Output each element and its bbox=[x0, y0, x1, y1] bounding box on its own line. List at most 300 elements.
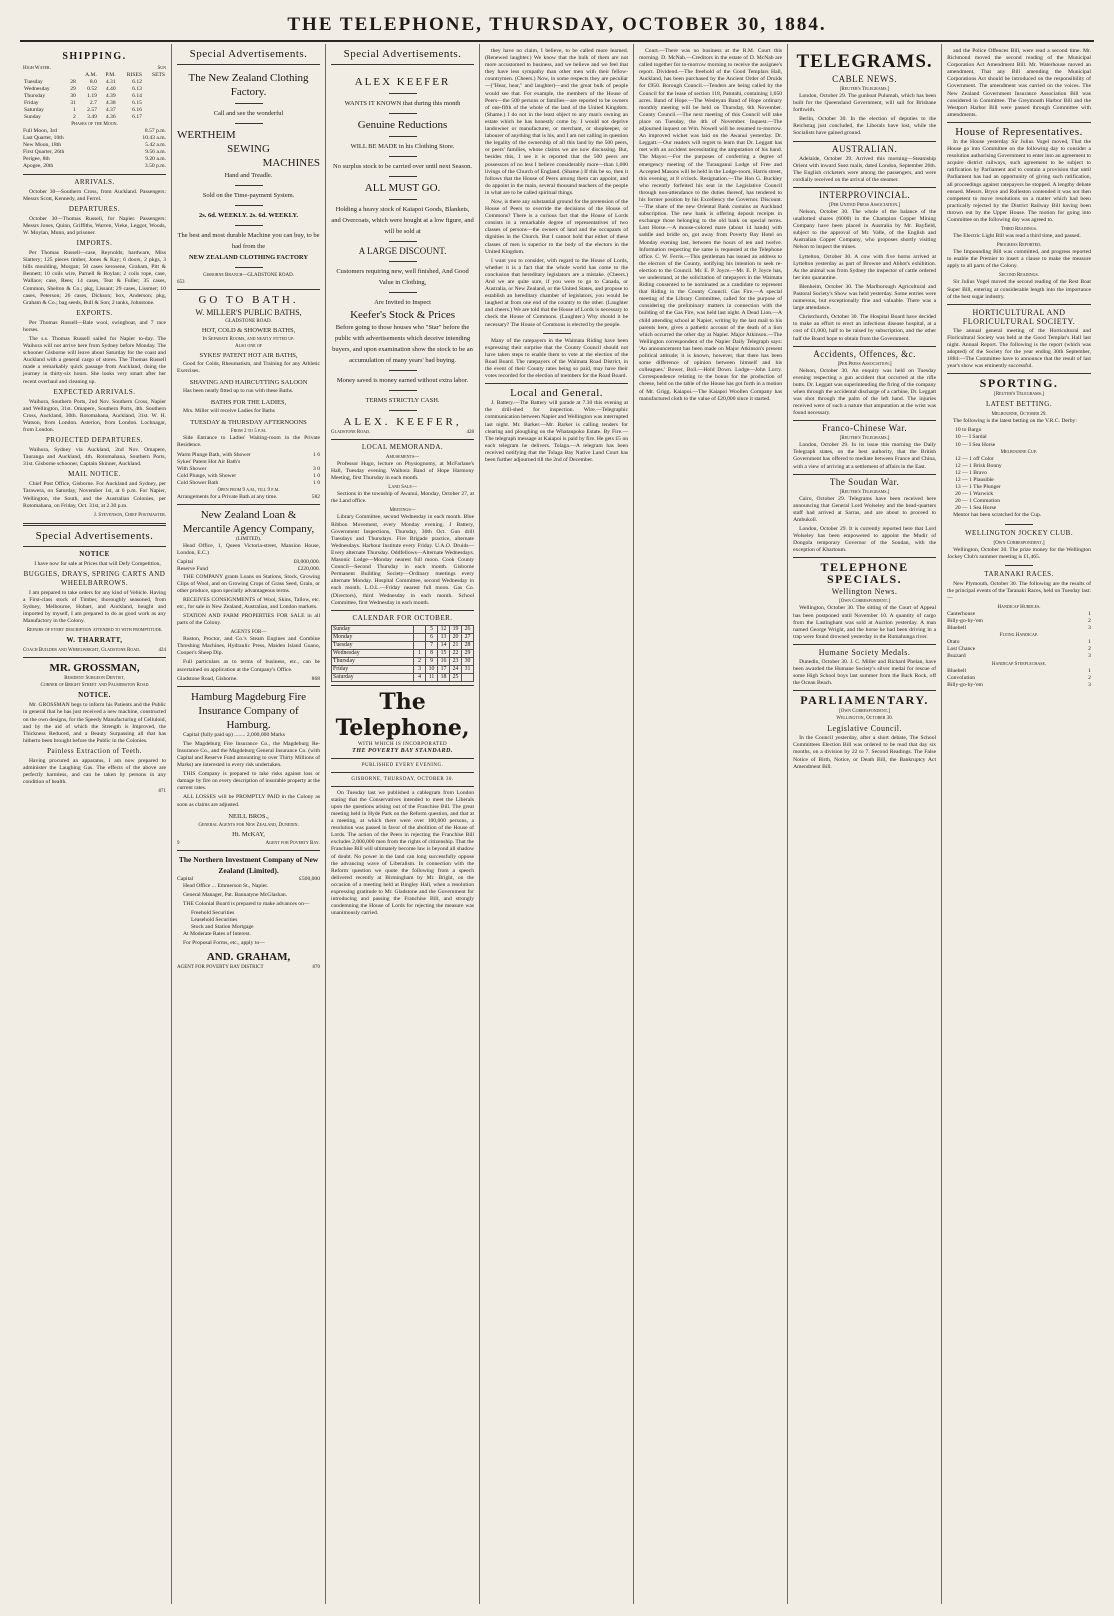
call-see-text: Call and see the wonderful bbox=[213, 110, 284, 117]
wertheim-line-2: SEWING bbox=[227, 143, 270, 155]
calendar-date: 26 bbox=[462, 625, 474, 633]
calendar-date: 20 bbox=[450, 633, 462, 641]
best-text: The best and most durable Machine you can buy, to be had from the bbox=[177, 232, 320, 250]
tide-cell: 30 bbox=[70, 93, 76, 99]
full-address: Gladstone Road, Gisborne. bbox=[177, 675, 238, 682]
ladies-text: Mrs. Miller will receive Ladies for Baths bbox=[183, 408, 275, 415]
moon-phase-label: Full Moon, 3rd bbox=[23, 128, 58, 134]
branch-number: 653 bbox=[177, 280, 185, 285]
tide-row bbox=[23, 79, 166, 86]
cable-2: Berlin, October 30. In the election of deputies to the Reichstag just concluded, the Liberals have lost, while the Socialists have gained ground. bbox=[793, 116, 937, 137]
progress-text: The Impounding Bill was committed, and progress reported to enable the Premier to insert a clause to make the measure apply to all parts of the Colony. bbox=[947, 249, 1091, 270]
special-ads-heading: Special Advertisements. bbox=[35, 529, 154, 542]
legislative-heading: Legislative Council. bbox=[827, 724, 903, 734]
mail-heading: MAIL NOTICE. bbox=[68, 470, 121, 479]
nzloan-limited: (LIMITED). bbox=[235, 537, 262, 543]
invited-text: Are Invited to Inspect bbox=[374, 299, 431, 306]
open-hours: Open from 9 a.m., till 9 p.m. bbox=[217, 488, 280, 494]
go-to-bath-title: GO TO BATH. bbox=[198, 294, 299, 306]
also-text: Also one of bbox=[235, 344, 263, 349]
tide-cell: 2.57 bbox=[87, 107, 97, 113]
calendar-day: Saturday bbox=[332, 673, 414, 681]
mckay-number: 9 bbox=[177, 840, 180, 846]
shaving-title: SHAVING AND HAIRCUTTING SALOON bbox=[189, 379, 308, 387]
hamburg-text-3: ALL LOSSES will be PROMPTLY PAID in the Colony as soon as claims are adjusted. bbox=[177, 794, 321, 808]
race-result-row bbox=[947, 646, 1091, 653]
sold-on-text: Sold on the Time-payment System. bbox=[202, 192, 295, 199]
meetings-text: Library Committee, second Wednesday in each month. Blue Ribbon Movement, every Monday evening. J Battery, Government Inspections, Thursday, 30th Oct. Gun drill Tuesdays and Thursdays. Fire Brigade practice, alternate Wednesdays. Harbour Institute every Friday. U.A.O. Druids—Every alternate Thursday. Oddfellows—Alternate Wednesdays. Masonic Lodge—Monday nearest full moon. Cook County Council—Second Thursday in each month. Gisborne Permanent Building Society—Ordinary meetings every alternate Monday. Hospital Committee, second Wednesday in each month. L.O.L.—Friday nearest full moon. Gas Co. (Directors), third Wednesday in each month. School Committee, first Wednesday in each month. bbox=[331, 514, 475, 606]
soudan-1: Cairo, October 29. Telegrams have been received here announcing that General Lord Wolseley and the head-quarters staff had arrived at Sarras, and are about to proceed to Ambukoll. bbox=[793, 495, 937, 523]
race-place: 3 bbox=[1088, 625, 1091, 632]
mckay-name: Ht. McKAY, bbox=[232, 830, 265, 838]
tide-cell: 8.0 bbox=[89, 79, 97, 85]
latest-betting-heading: LATEST BETTING. bbox=[985, 400, 1053, 409]
hand-treadle-text: Hand and Treadle. bbox=[224, 172, 273, 179]
calendar-row bbox=[332, 649, 474, 657]
franco-1: London, October 29. In its issue this morning the Daily Telegraph states, on the best authority, that the British Government has offered to mediate between France and China, with a view of arriving at a settlement of affairs in the East. bbox=[793, 442, 937, 470]
calendar-date: 14 bbox=[438, 641, 450, 649]
tharratt-footer bbox=[23, 647, 166, 654]
calendar-day: Friday bbox=[332, 665, 414, 673]
calendar-row bbox=[332, 665, 474, 673]
parliamentary-1: In the Council yesterday, after a short debate, The School Committees Election Bill was ordered to be read that day six months, on a division by 22 to 7. Second Readings. The False Notice of Birth, Notice, or Death Bill, the Bankruptcy Act Amendment Bill. bbox=[793, 735, 937, 770]
cup-heading: Melbourne Cup. bbox=[1000, 449, 1038, 455]
calendar-date: 1 bbox=[414, 649, 426, 657]
tide-row bbox=[23, 86, 166, 93]
bath-price-value: 1 6 bbox=[313, 451, 321, 458]
bright-speech-1: they have no claim, I believe, to be called more learned. (Renewed laughter.) We know that the bulk of them are not more accustomed to business, and we believe and we feel that they have less sympathy than other men with their fellow-countrymen. (Cheers.) Now, in some respects they are peculiar—("Hear, hear," and laughter)—and the great bulk of people would see that. For example, the members of the House of Peers—the 500 persons or families—are reported to be owners of one-fifth of the whole of the land of the United Kingdom. (Shame.) I do not in the least object to any man's owning an estate which he has honestly come by. I would not deprive landowner or manufacturer, or merchant, or shopkeeper, or labourer of anything that is his, and I am not calling in question the legality of the ownership of all this land by the 500 peers, or peers' families, whose claims we are now discussing. But, besides this, I see it is reported that the 500 peers are possessors of no less I believe considerably more—than 1,000 livings of the Church of England. (Shame.) If this be so, then it follows that the House of Peers among them can appoint, and do appoint in the main, several thousand teachers of the people in what are to be called spiritual things. bbox=[485, 48, 629, 196]
side-text: Side Entrance to Ladies' Waiting-room in the Private Residence. bbox=[177, 435, 321, 449]
calendar-date: 28 bbox=[462, 641, 474, 649]
keefer-signature: ALEX. KEEFER, bbox=[343, 416, 462, 428]
interprovincial-2: Lyttelton, October 30. A cow with five horns arrived at Lyttelton yesterday as part of Browne and Abbot's exhibition. As the animal was from Sydney the inspector of cattle ordered her into quarantine. bbox=[793, 253, 937, 281]
race-result-row bbox=[947, 675, 1091, 682]
projected-text: Waihora, Sydney via Auckland, 2nd Nov. Omapere, Tauranga and Auckland, 4th. Rotomahana, Southern Ports, 31st. Gisborne schooner, Captain Skinner, Auckland. bbox=[23, 447, 167, 468]
tide-col-label: P.M. bbox=[105, 72, 116, 78]
cup-odds: 12 — 1 Bravo bbox=[955, 469, 987, 476]
graham-footer bbox=[177, 964, 320, 971]
sykes-text: Good for Colds, Rheumatism, and Training for any Athletic Exercises. bbox=[177, 361, 321, 375]
tide-cell: Friday bbox=[24, 100, 39, 106]
moon-phase-time: 9.56 a.m. bbox=[145, 149, 167, 156]
race-result-row bbox=[947, 618, 1091, 625]
departures-heading: DEPARTURES. bbox=[68, 204, 121, 213]
tharratt-number: 424 bbox=[158, 648, 167, 654]
tide-cell: 6.16 bbox=[132, 107, 142, 113]
race-horse: Canterhouse bbox=[947, 610, 976, 617]
second-heading: Second Readings. bbox=[999, 273, 1039, 279]
calendar-date: 5 bbox=[426, 625, 438, 633]
hamburg-text-2: THIS Company is prepared to take risks against loss or damage by fire on every description of insurable property at the current rates. bbox=[177, 771, 321, 792]
calendar-date: 27 bbox=[462, 633, 474, 641]
local-general-text: J. Battery.—The Battery will parade at 7.30 this evening at the drill-shed for inspection. Wire.—Telegraphic communication between Napier and Wellington was interrupted last night. Mr. Barker.—Mr. Barker is calling tenders for clearing and ploughing on the Whataupoko Estate. By Fire.—The telegraph message at Kaiapoi is paid by fire. He gets £5 on each telegram he delivers. Tolaga.—A telegram has been received notifying that the Tolaga Bay Native Land Court has been further adjourned till the 2nd of December. bbox=[485, 400, 629, 463]
cable-heading: CABLE NEWS. bbox=[832, 74, 898, 84]
made-text: WILL BE MADE in his Clothing Store. bbox=[350, 143, 455, 150]
agents-heading: AGENTS FOR— bbox=[230, 630, 267, 636]
tide-col-blank bbox=[65, 72, 77, 79]
keefer-footer bbox=[331, 429, 474, 436]
hamburg-title: Hamburg Magdeburg Fire Insurance Company of Hamburg. bbox=[190, 690, 307, 731]
bath-price-list bbox=[177, 452, 320, 487]
jockey-heading: WELLINGTON JOCKEY CLUB. bbox=[964, 528, 1074, 537]
editorial-text: On Tuesday last we published a cablegram from London stating that the Conservatives intended to meet the Liberals upon the questions arising out of the Franchise Bill. The great meeting held in Hyde Park on the Reform question, and that at a meeting, at which there were over 100,000 persons, a resolution was passed in favor of the abolition of the House of Lords. The action of the Peers in rejecting the Franchise Bill excludes 2,000,000 men from the rights of citizenship. That the Franchise Bill will ultimately become law is beyond all shadow of doubt. No power in the land can long successfully oppose the advancing wave of Liberalism. In connection with the Reform question we quote the following from a speech delivered recently at Birmingham by Mr. Bright, on the occasion of a meeting held at Bingley Hall, when a resolution expressing gratitude to Mr. Gladstone and the Government for introducing and passing the Franchise Bill, and strongly condemning the House of Lords for rejecting the measure was unanimously carried. bbox=[331, 789, 475, 917]
tide-col-blank bbox=[23, 72, 65, 79]
cup-odds: 13 — 1 The Plunger bbox=[955, 484, 1001, 491]
tide-row bbox=[23, 93, 166, 100]
tide-cell: Tuesday bbox=[24, 79, 43, 85]
weekly-text: 2s. 6d. WEEKLY. 2s. 6d. WEEKLY. bbox=[198, 212, 299, 219]
tide-col-label: RISES bbox=[126, 72, 142, 78]
grossman-notice-heading: NOTICE. bbox=[78, 691, 111, 700]
tide-cell: 4.36 bbox=[105, 114, 116, 120]
derby-odds: 10 — I Sea Horse bbox=[955, 441, 996, 448]
telephone-nameplate: The Telephone, bbox=[335, 688, 470, 741]
northern-list-item: Leasehold Securities bbox=[191, 917, 238, 924]
calendar-date: 21 bbox=[450, 641, 462, 649]
tide-cell: 6.13 bbox=[132, 86, 142, 92]
bath-price-row bbox=[177, 473, 320, 480]
calendar-row bbox=[332, 641, 474, 649]
tide-table bbox=[23, 72, 166, 121]
calendar-day: Sunday bbox=[332, 625, 414, 633]
keefer-number: 428 bbox=[466, 430, 475, 435]
moon-phase-row bbox=[23, 149, 166, 156]
moon-phase-time: 8.57 p.m. bbox=[144, 128, 167, 134]
third-heading: Third Readings. bbox=[1000, 227, 1038, 233]
third-text: The Electric Light Bill was read a third time, and passed. bbox=[953, 233, 1081, 240]
capital-value: £8,000,000. bbox=[293, 559, 321, 566]
local-memoranda-heading: LOCAL MEMORANDA. bbox=[361, 443, 444, 451]
moon-header: Phases of the Moon. bbox=[71, 122, 118, 127]
parliamentary-credit: [Own Correspondent.] bbox=[839, 709, 891, 715]
miller-address: GLADSTONE ROAD. bbox=[225, 319, 272, 324]
melbourne-dateline: Melbourne, October 29. bbox=[991, 412, 1047, 418]
tide-cell: 4.37 bbox=[105, 107, 116, 113]
sporting-credit: [Reuter's Telegrams.] bbox=[994, 392, 1044, 398]
bath-price-label: Warm Plunge Bath, with Shower bbox=[177, 451, 251, 458]
full-number: 868 bbox=[311, 675, 321, 682]
tide-cell: 3.49 bbox=[87, 114, 97, 120]
northern-capital-value: £500,000 bbox=[299, 875, 321, 882]
moon-phase-time: 5.42 a.m. bbox=[145, 142, 167, 149]
column-4 bbox=[480, 44, 634, 1604]
calendar-day: Monday bbox=[332, 633, 414, 641]
tagline: WITH WHICH IS INCORPORATED bbox=[357, 741, 448, 747]
cup-odds: 12 — 1 Plausible bbox=[955, 476, 994, 483]
humane-1: Dunedin, October 30. J. C. Miller and Richard Phelan, have been awarded the Humane Society's silver medal for rescue of some High School boys last summer from the Back Rock, off the Ocean Beach. bbox=[793, 658, 937, 687]
horticultural-text: The annual general meeting of the Horticultural and Floricultural Society was held at the Good Templar's Hall last night. Annual Report. The following is the report (which was adopted) of the Society for the year ending 30th September, 1884:—The Committee have to announce that the result of last year's show was eminently successful. bbox=[947, 327, 1091, 370]
hamburg-text: The Magdeburg Fire Insurance Co., the Magdeburg Re-Insurance Co., and the Magdeburg General Insurance Co. (with Capital and Reserve Fund amounting to over Thirty Millions of Marks) are interested in every risk undertaken. bbox=[177, 740, 321, 769]
expected-text: Waihora, Southern Ports, 2nd Nov. Southern Cross, Napier and Wellington, 31st. Omapere, Southern Ports, 4th. Southern Cross, Auckland, 30th. Rotomahana, Auckland, 31st. W. H. Watson, from London. Asterion, from London. Lochnagar, from London. bbox=[23, 398, 167, 433]
moon-phase-row bbox=[23, 163, 166, 170]
humane-heading: Humane Society Medals. bbox=[818, 647, 911, 657]
press-credit: [Per United Press Association.] bbox=[829, 202, 900, 208]
nzcf-text: NEW ZEALAND CLOTHING FACTORY bbox=[188, 254, 309, 261]
jockey-text: Wellington, October 30. The prize money for the Wellington Jockey Club's summer meeting is £1,465. bbox=[947, 546, 1091, 560]
column-7 bbox=[942, 44, 1096, 1604]
column-1 bbox=[18, 44, 172, 1604]
tide-cell: Thursday bbox=[24, 93, 46, 99]
keefer-title: ALEX KEEFER bbox=[354, 76, 451, 88]
masthead: THE TELEPHONE, THURSDAY, OCTOBER 30, 1884. bbox=[20, 14, 1094, 42]
nzloan-capital bbox=[177, 559, 320, 566]
calendar-date: 23 bbox=[450, 657, 462, 665]
exports-heading: EXPORTS. bbox=[76, 308, 113, 317]
nzloan-reserve bbox=[177, 566, 320, 573]
sun-header-label: Sun bbox=[157, 66, 167, 71]
ladies-title: BATHS FOR THE LADIES, bbox=[210, 399, 287, 407]
calendar-date: 15 bbox=[438, 649, 450, 657]
shipping-news: The s.s. Thomas Russell sailed for Napier to-day. The Waihora will not arrive here from Sydney before Monday. The schooner Gisborne will leave about Saturday for the coast and Auckland with a general cargo of stores. The Thomas Russell made a remarkably quick passage from Auckland, doing the journey in thirty-six hours. She looks very smart after her recent overhaul and cleaning up. bbox=[23, 335, 167, 385]
tide-col-header bbox=[23, 72, 166, 79]
arrange-line bbox=[177, 494, 320, 501]
race-horse: Otato bbox=[947, 639, 960, 646]
tide-header-label: High Water. bbox=[23, 66, 51, 71]
hurdles-heading: Handicap Hurdles. bbox=[997, 604, 1041, 610]
amusements-text: Professor Hugo, lecture on Physiognomy, at McFarlane's Hall, Tuesday evening. Waihora Band of Hope Harmony Meeting, first Thursday in each month. bbox=[331, 461, 475, 482]
painless-text: Having procured an apparatus, I am now prepared to administer the Laughing Gas. The effects of the above are perfectly harmless, and can be taken by persons in any condition of health. bbox=[23, 757, 167, 786]
calendar-date: 16 bbox=[438, 657, 450, 665]
cup-odds: 20 — 1 Warwick bbox=[955, 491, 994, 498]
soudan-credit: [Reuter's Telegrams.] bbox=[839, 489, 890, 495]
mail-text: Chief Post Office, Gisborne. For Auckland and Sydney, per Tarawera, on Saturday, November 1st, at 6 p.m. For Napier, Wellington, the South, and the Australian Colonies, per Rotomahana, on Friday, Oct. 31st, at 2.30 p.m. bbox=[23, 481, 167, 509]
column-2 bbox=[172, 44, 326, 1604]
buggies-heading: BUGGIES, DRAYS, SPRING CARTS AND WHEELBARROWS. bbox=[23, 569, 166, 587]
bath-price-value: 3 0 bbox=[313, 465, 321, 472]
tide-cell: 2 bbox=[73, 114, 76, 120]
race-result-row bbox=[947, 611, 1091, 618]
all-must-title: ALL MUST GO. bbox=[364, 182, 441, 194]
tide-cell: 4.38 bbox=[105, 100, 116, 106]
derby-odds: 10 — I Sardal bbox=[955, 434, 987, 441]
soudan-2: London, October 29. It is currently reported here that Lord Wolseley has been empowered to appoint the Mudir of Dongola temporary Governor of the Soudan, with the exception of Khartoum. bbox=[793, 526, 937, 554]
forms-text: For Proposal Forms, etc., apply to— bbox=[183, 940, 265, 947]
calendar-date bbox=[414, 641, 426, 649]
northern-title: The Northern Investment Company of New Zealand (Limited). bbox=[178, 854, 319, 875]
grossman-text: Mr. GROSSMAN begs to inform his Patients and the Public in general that he has just received a new machine, constructed on the own designs, for the Speedy Manufacturing of Celluloid, and by the aid of which the Strength is Improved, the Thickness Reduced, and a Beauty Surpassing all that has hitherto been brought before the Public in the Colonies. bbox=[23, 702, 167, 744]
race-horse: Buzzard bbox=[947, 653, 966, 660]
interprovincial-3: Blenheim, October 30. The Marlborough Agricultural and Pastoral Society's Show was held yesterday. Some entries were numerous, but exceptionally fine and valuable. There was a large attendance. bbox=[793, 283, 937, 312]
derby-odds: 10 to Bargo bbox=[955, 427, 982, 434]
tide-cell: 2.7 bbox=[89, 100, 97, 106]
column-5 bbox=[634, 44, 788, 1604]
calendar-table bbox=[331, 625, 474, 682]
calendar-date: 25 bbox=[450, 673, 462, 681]
customers-text: Customers requiring new, well finished, And Good Value in Clothing, bbox=[336, 268, 469, 286]
moon-phase-time: 10.43 a.m. bbox=[142, 135, 167, 142]
moon-phase-row bbox=[23, 156, 166, 163]
calendar-day: Thursday bbox=[332, 657, 414, 665]
stock-title: Keefer's Stock & Prices bbox=[350, 309, 455, 321]
parliamentary-heading: PARLIAMENTARY. bbox=[800, 693, 929, 708]
graham-subtitle: AGENT FOR POVERTY BAY DISTRICT bbox=[177, 964, 264, 970]
arrange-number: 582 bbox=[311, 494, 321, 501]
calendar-date: 11 bbox=[426, 673, 438, 681]
moon-phase-row bbox=[23, 142, 166, 149]
calendar-date: 17 bbox=[438, 665, 450, 673]
nzloan-text: THE COMPANY grants Loans on Stations, Stock, Growing Clips of Wool, and on Growing Crops of Grass Seed, Grain, or other produce, upon specially advantageous terms. bbox=[177, 573, 321, 594]
wertheim-line-3: MACHINES bbox=[262, 157, 321, 169]
calendar-date: 18 bbox=[438, 673, 450, 681]
reuters-credit: [Reuter's Telegrams.] bbox=[839, 87, 890, 92]
calendar-date: 19 bbox=[450, 625, 462, 633]
northern-capital bbox=[177, 876, 320, 883]
column-3 bbox=[326, 44, 480, 1604]
calendar-date: 2 bbox=[414, 657, 426, 665]
accidents-1: Nelson, October 30. An enquiry was held on Tuesday evening respecting a gun accident that occurred at the rifle butts. Dr. Leggatt was superintending the firing of the company when through the accidental discharge of a carbine, Dr. Leggatt was shot through the palm of the left hand. The injuries received were of such a nature that amputation at the wrist was found necessary. bbox=[793, 367, 937, 417]
bath-price-label: Sykes' Patent Hot Air Bath's bbox=[177, 458, 241, 465]
calendar-date: 29 bbox=[462, 649, 474, 657]
race-result-row bbox=[947, 639, 1091, 646]
painless-heading: Painless Extraction of Teeth. bbox=[47, 746, 142, 755]
tide-cell: 1.19 bbox=[87, 93, 97, 99]
race-place: 2 bbox=[1088, 674, 1091, 681]
moon-phase-label: New Moon, 18th bbox=[23, 142, 62, 149]
bath-price-row bbox=[177, 466, 320, 473]
imports-text: Per Thomas Russell—case, Reynolds; hardware, Miss Slattery; 125 pieces timber, Jones & Kay; 6 doors, 2 pkgs, 3 bills moulding, Morgan; 50 cases kerosene, Graham, Pitt & Bennett; 10 coils wire, Parnell & Boylan; 2 coils rope, case, Wallace; case, Rees; 14 cases, Teat & Fuller; 35 cases, Common, Shelton & Co.; pkg, Lissant; 29 cases, Lissmer; 10 cases, Peterson; 26 cases, Dickson; box, Anderson; pkg, Graham & Co.; bag seeds, Bull & Son; 2 tanks, Johnstone. bbox=[23, 250, 167, 306]
cup-odds: 20 — 1 Commotion bbox=[955, 498, 1001, 505]
tide-cell: 6.15 bbox=[132, 100, 142, 106]
race-place: 3 bbox=[1088, 681, 1091, 688]
projected-heading: PROJECTED DEPARTURES. bbox=[46, 436, 143, 445]
published-line: PUBLISHED EVERY EVENING. bbox=[361, 762, 444, 768]
nzloan-station: STATION AND FARM PROPERTIES FOR SALE in all parts of the Colony. bbox=[177, 612, 321, 627]
tharratt-name: W. THARRATT, bbox=[66, 636, 123, 645]
race-horse: Convolution bbox=[947, 674, 976, 681]
northern-list-item: Stock and Station Mortgage bbox=[191, 924, 254, 931]
bath-price-row bbox=[177, 480, 320, 487]
race-place: 1 bbox=[1088, 610, 1091, 617]
wellington-credit: [Own Correspondent.] bbox=[839, 599, 891, 605]
land-heading: Land Sale— bbox=[388, 485, 417, 491]
horticultural-heading: HORTICULTURAL AND FLORICULTURAL SOCIETY. bbox=[962, 307, 1076, 326]
tide-cell: 28 bbox=[70, 79, 76, 85]
interprovincial-4: Christchurch, October 30. The Hospital Board have decided to make an effort to erect an infectious disease hospital, at a cost of £1,000, half to be raised by subscription, and the other half the Board hope to obtain from the Government. bbox=[793, 314, 937, 342]
taranaki-heading: TARANAKI RACES. bbox=[984, 569, 1054, 578]
branch-text: Gisborne Branch—GLADSTONE ROAD. bbox=[203, 273, 294, 278]
repairs-text: Repairs of every description attended to with promptitude. bbox=[26, 628, 163, 634]
calendar-date: 12 bbox=[438, 625, 450, 633]
grossman-name: MR. GROSSMAN, bbox=[49, 662, 140, 675]
tide-cell: Wednesday bbox=[24, 86, 50, 92]
soudan-heading: The Soudan War. bbox=[829, 476, 900, 487]
cup-odds: 12 — 1 off Color bbox=[955, 455, 994, 462]
graham-number: 870 bbox=[312, 964, 321, 970]
northern-capital-label: Capital bbox=[177, 875, 194, 882]
calendar-date: 13 bbox=[438, 633, 450, 641]
departures-text: October 30—Thomas Russell, for Napier. Passengers: Messrs Jones, Quinn, Griffiths, Warren, Vieke, Leggot, Woods, W. Moylan, Munn, and prisoner. bbox=[23, 215, 167, 236]
moon-phase-label: First Quarter, 26th bbox=[23, 149, 65, 156]
tide-col-label: SETS bbox=[151, 72, 166, 78]
shipping-heading: SHIPPING. bbox=[62, 51, 127, 62]
race-horse: Lost Chance bbox=[947, 646, 976, 653]
house-heading: House of Representatives. bbox=[955, 125, 1083, 138]
calendar-date: 6 bbox=[426, 633, 438, 641]
buggies-text: I am prepared to take orders for any kind of Vehicle. Having a First-class stock of Timber, thoroughly seasoned, from Sydney, Melbourne, Hobart, and Auckland, bought and imported by myself, I am prepared to do as good work as any Manufactory in the Colony. bbox=[23, 589, 167, 625]
race-result-row bbox=[947, 668, 1091, 675]
notice-text: I have now for sale at Prices that will Defy Competition, bbox=[34, 560, 161, 567]
tide-cell: 6.12 bbox=[132, 79, 142, 85]
calendar-date: 4 bbox=[414, 673, 426, 681]
miller-hot-cold: HOT, COLD & SHOWER BATHS, bbox=[201, 327, 296, 334]
australian-heading: AUSTRALIAN. bbox=[831, 143, 898, 154]
race-result-row bbox=[947, 625, 1091, 632]
bath-price-value: 1 0 bbox=[313, 472, 321, 479]
wants-text: WANTS IT KNOWN that during this month bbox=[344, 100, 461, 107]
jockey-credit: [Own Correspondent.] bbox=[993, 540, 1045, 546]
northern-manager: General Manager, Pat. Bannatyne McGlashan. bbox=[183, 891, 288, 898]
race-result-row bbox=[947, 682, 1091, 689]
tide-cell: 31 bbox=[70, 100, 76, 106]
tide-header bbox=[23, 65, 166, 72]
tide-cell: 0.52 bbox=[87, 86, 97, 92]
cup-odds: 12 — 1 Brisk Bonny bbox=[955, 462, 1002, 469]
taranaki-text: New Plymouth, October 30. The following are the results of the principal events of the Taranaki Races, held on Tuesday last:— bbox=[947, 580, 1091, 601]
sporting-heading: SPORTING. bbox=[979, 376, 1059, 391]
flying-results bbox=[947, 639, 1091, 660]
calendar-date: 31 bbox=[462, 665, 474, 673]
australian-1: Adelaide, October 29. Arrived this morning—Steamship Orient with inward Suez mails, dated London, September 26th. The English cricketers were among the passengers, and were cordially received on the arrival of the steamer. bbox=[793, 155, 937, 183]
exports-text: Per Thomas Russell—Bale wool, swingboat, and 7 race horses. bbox=[23, 319, 167, 333]
calendar-row bbox=[332, 657, 474, 665]
tide-cell: Saturday bbox=[24, 107, 44, 113]
special-ads-heading-3: Special Advertisements. bbox=[343, 48, 462, 60]
mail-signature: J. Stevenson, Chief Postmaster. bbox=[93, 512, 167, 518]
tide-cell: 4.31 bbox=[105, 79, 116, 85]
northern-text: THE Colonial Board is prepared to make advances on— bbox=[183, 900, 310, 907]
land-text: Sections in the township of Awanui, Monday, October 27, at the Land office. bbox=[331, 491, 475, 505]
moon-phases bbox=[23, 128, 166, 171]
mckay-subtitle: Agent for Poverty Bay. bbox=[265, 840, 321, 846]
arrange-text: Arrangements for a Private Bath at any time. bbox=[177, 494, 278, 501]
interprovincial-heading: INTERPROVINCIAL. bbox=[818, 189, 911, 200]
full-footer bbox=[177, 676, 320, 683]
bright-speech-3: I want you to consider, with regard to the House of Lords, whether it is a fact that the whole world has come to the conclusion that hereditary legislators are a mistake. (Cheers.) And we are quite sure, if you were to go to Canada, or Australia, or New Zealand, or the United States, and propose to establish an hereditary chamber of legislators, you would be laughed at from one end of the country to the other. (Laughter and cheers.) We are told that the House of Lords is necessary to check the House of Commons. (Laughter.) Why should it be necessary? The House of Commons is elected by the people. bbox=[485, 257, 629, 328]
tuesday-title: TUESDAY & THURSDAY AFTERNOONS bbox=[190, 419, 307, 427]
bath-price-row bbox=[177, 459, 320, 466]
tide-cell: 6.14 bbox=[132, 93, 142, 99]
tide-cell: 4.40 bbox=[105, 86, 116, 92]
tharratt-subtitle: Coach Builder and Wheelwright, Gladstone Road. bbox=[23, 648, 141, 654]
calendar-date: 10 bbox=[426, 665, 438, 673]
calendar-date: 9 bbox=[426, 657, 438, 665]
arrivals-text: October 30—Southern Cross, from Auckland. Passengers: Messrs Scott, Kennedy, and Ferrel. bbox=[23, 188, 167, 202]
full-text: Full particulars as to terms of business, etc., can be ascertained on application at the Company's Office. bbox=[177, 659, 321, 673]
bath-price-value: 1 0 bbox=[313, 479, 321, 486]
calendar-date: 30 bbox=[462, 657, 474, 665]
expected-heading: EXPECTED ARRIVALS. bbox=[53, 387, 136, 396]
calendar-date bbox=[414, 633, 426, 641]
tide-cell: 4.39 bbox=[105, 93, 116, 99]
reserve-label: Reserve Fund bbox=[177, 566, 208, 573]
arrivals-heading: ARRIVALS. bbox=[74, 177, 115, 186]
flying-heading: Flying Handicap. bbox=[999, 633, 1039, 639]
sykes-title: SYKES' PATENT HOT AIR BATHS, bbox=[199, 352, 298, 359]
calendar-day: Wednesday bbox=[332, 649, 414, 657]
moon-phase-label: Perigee, 8th bbox=[23, 156, 50, 163]
holding-text: Holding a heavy stock of Kaiapoi Goods, Blankets, and Overcoats, which were bought at a low figure, and will be sold at bbox=[331, 206, 474, 235]
notice-heading: NOTICE bbox=[79, 549, 110, 558]
northern-office: Head Office ... Emmerson St., Napier. bbox=[183, 882, 269, 889]
tide-cell: 29 bbox=[70, 86, 76, 92]
cable-1: London, October 29. The gunboat Pulumah, which has been built for the Queensland Government, will sail for Brisbane forthwith. bbox=[793, 93, 937, 114]
interprovincial-1: Nelson, October 30. The whole of the balance of the unallotted shares (6000) in the Champion Copper Mining Company have been placed in Australia by Mr. Bayfield, subject to the approval of Mr. Valle, of the English and Australian Copper Company, who proposes shortly visiting Nelson to inspect the mines. bbox=[793, 208, 937, 251]
northern-list-item: Freehold Securities bbox=[191, 910, 235, 917]
moon-phase-label: Last Quarter, 10th bbox=[23, 135, 64, 142]
sporting-text: The following is the latest betting on the V.R.C. Derby: bbox=[953, 418, 1077, 425]
nz-clothing-title: The New Zealand Clothing Factory. bbox=[188, 72, 309, 98]
tide-cell: 6.17 bbox=[132, 114, 142, 120]
